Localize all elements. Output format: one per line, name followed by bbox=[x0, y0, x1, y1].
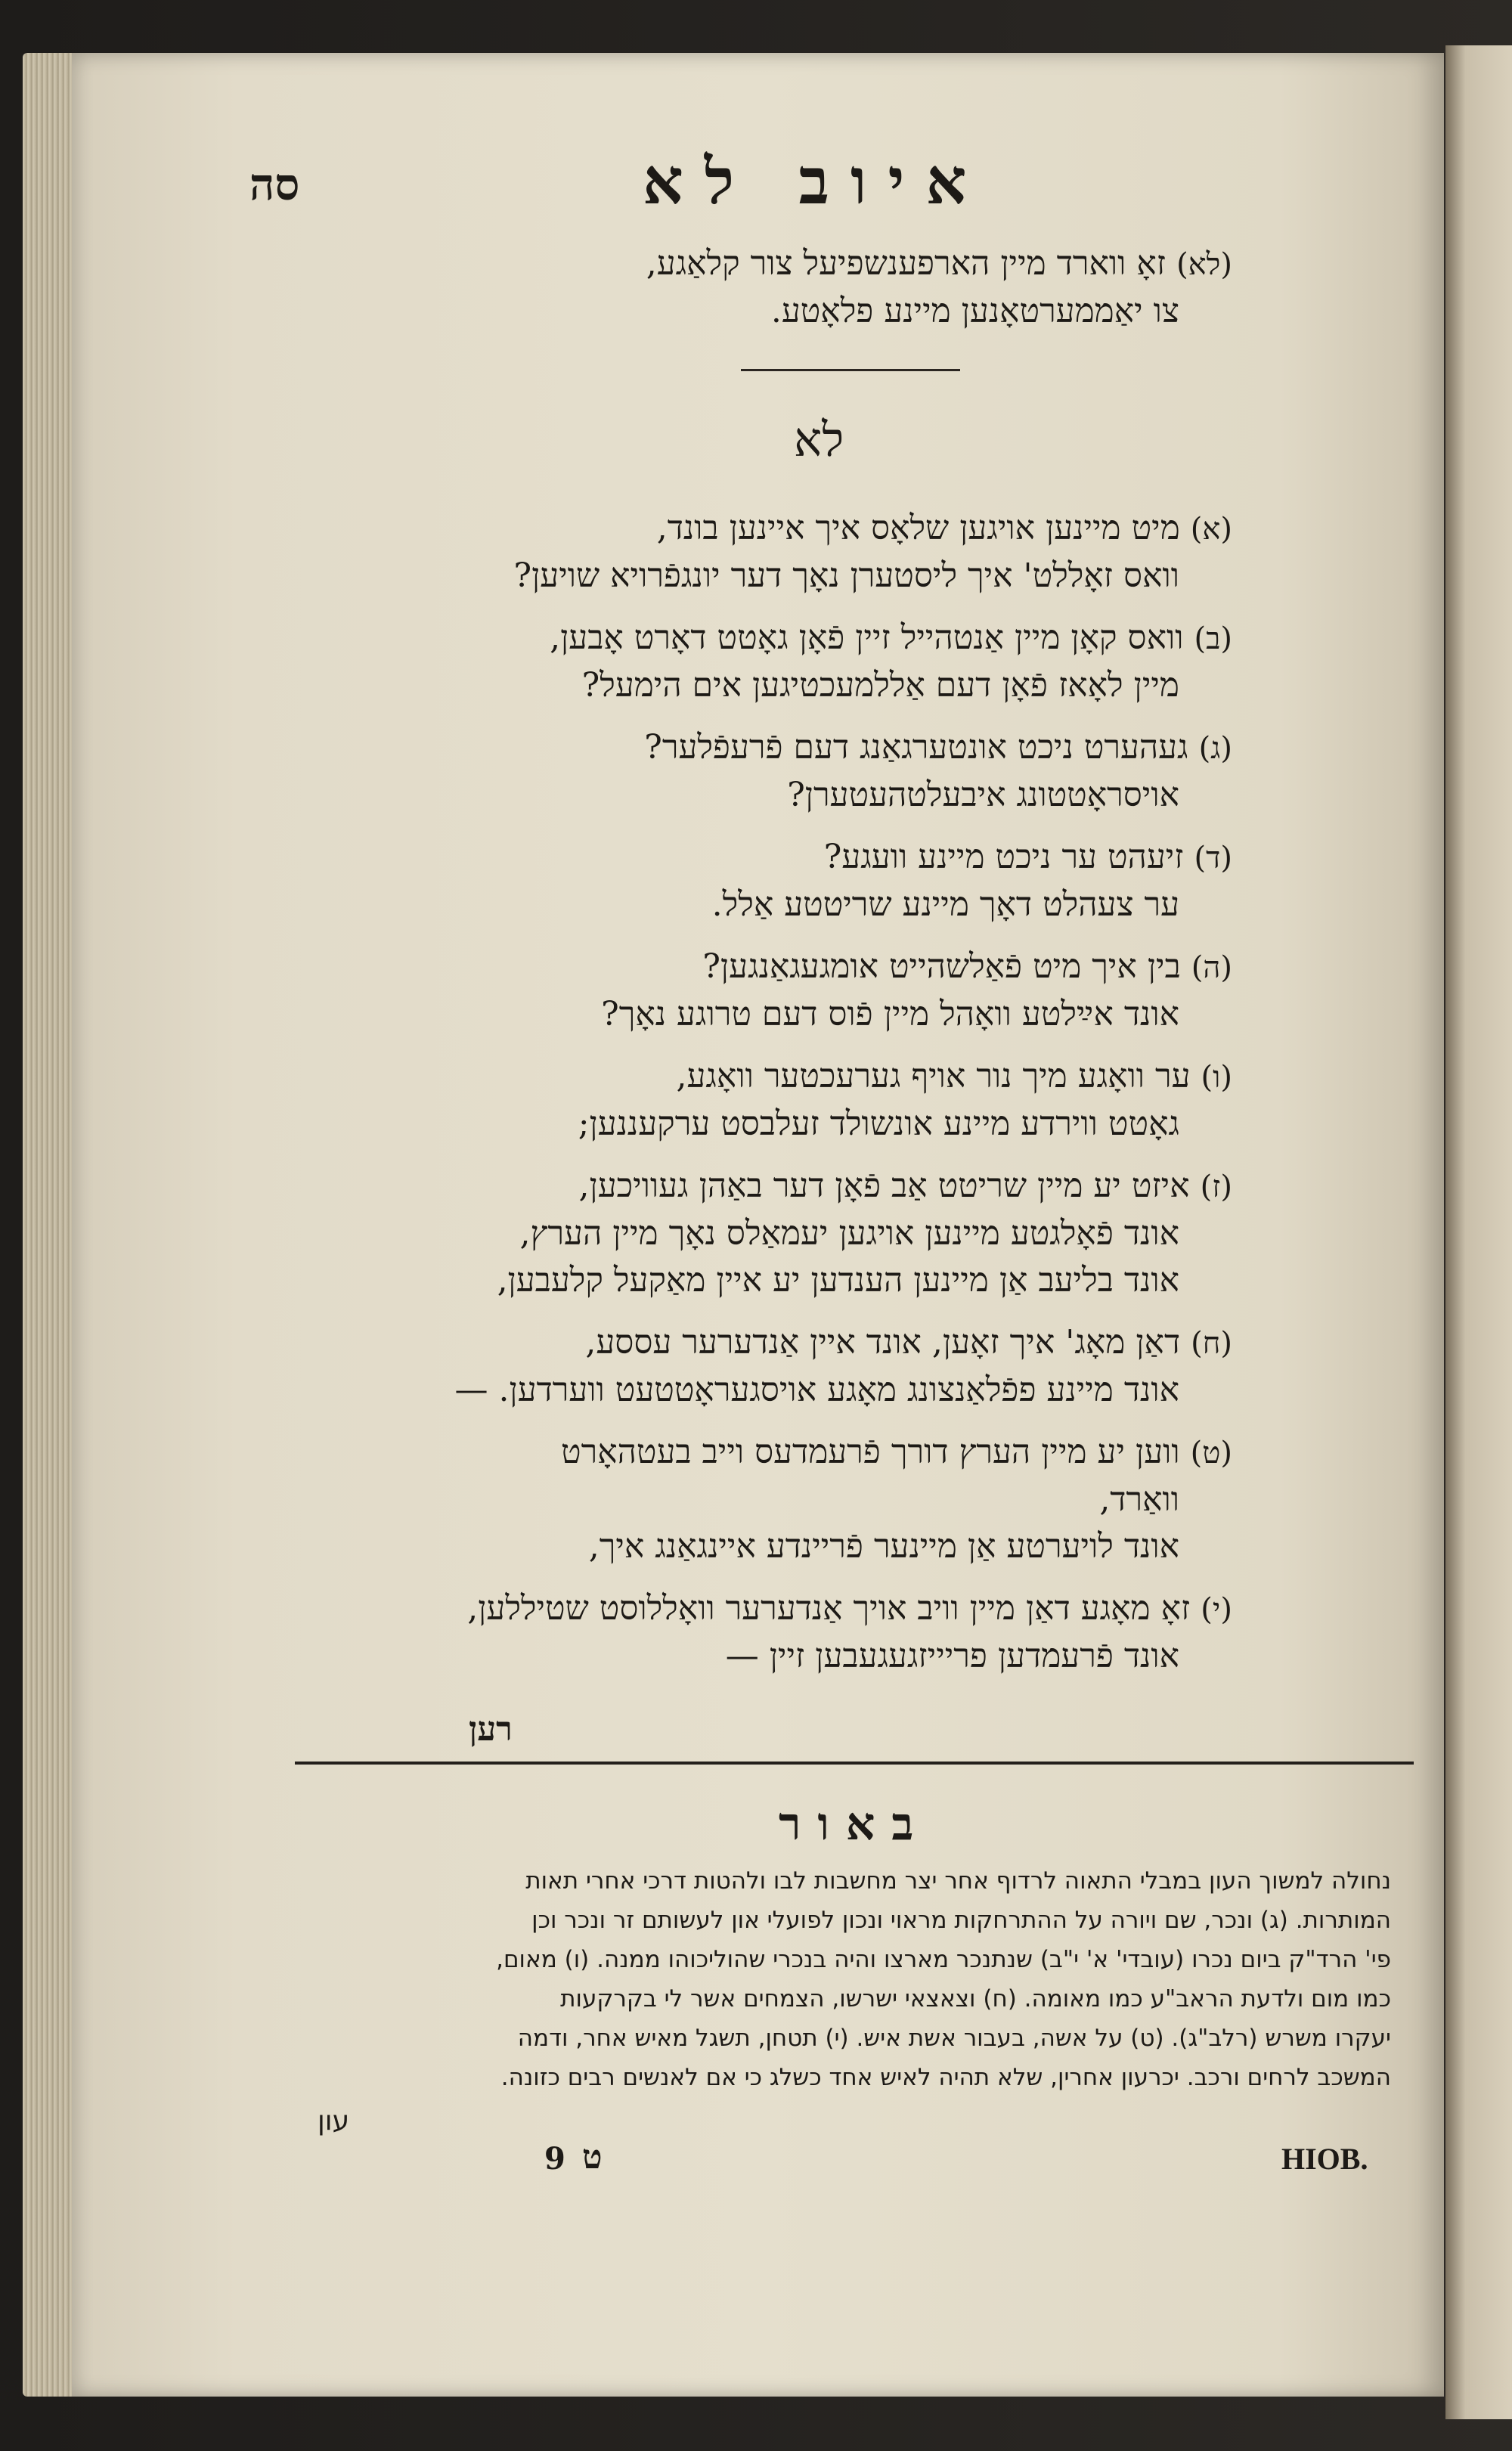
verse-line: געהערט ניכט אונטערגאַנג דעם פֿרעפֿלער? bbox=[644, 728, 1188, 767]
verse-line: זאָ מאָגע דאַן מיין וויב אויך אַנדערער וואָללוסט שטיללען, bbox=[467, 1589, 1191, 1628]
verse-line: אונד בליעב אַן מיינען הענדען יע איין מאַקעל קלעבען, bbox=[497, 1261, 1179, 1300]
verse-line: אונד פֿרעמדען פריייזגעגעבען זיין — bbox=[725, 1637, 1179, 1675]
verse bbox=[423, 505, 1232, 600]
verse bbox=[423, 615, 1232, 709]
running-head-title: איוב לא bbox=[643, 144, 988, 218]
verse-line: ער וואָגע מיך נור אויף גערעכטער וואָגע, bbox=[676, 1057, 1191, 1095]
signature-mark: ט bbox=[582, 2138, 603, 2177]
chapter-number: לא bbox=[794, 412, 844, 467]
verse-line: זאָ ווארד מיין הארפענשפיעל צור קלאַגע, bbox=[646, 244, 1167, 283]
verse bbox=[423, 724, 1232, 819]
book-name-footer: HIOB. bbox=[1281, 2142, 1368, 2176]
verse-label: (לא) bbox=[1176, 247, 1232, 282]
verse bbox=[423, 944, 1232, 1038]
signature-number: 9 bbox=[544, 2141, 565, 2177]
verse-line: דאַן מאָג' איך זאָען, אונד איין אַנדערער עססע, bbox=[585, 1323, 1181, 1362]
verse-line: אויסראָטטונג איבעלטהעטערן? bbox=[787, 776, 1179, 814]
verse-line: מיין לאָאז פֿאָן דעם אַללמעכטיגען אים הימעל? bbox=[581, 666, 1179, 705]
verse-list bbox=[423, 505, 1232, 1680]
verse-line: אונד אײַלטע וואָהל מיין פֿוס דעם טרוגע נאָך? bbox=[601, 995, 1179, 1033]
commentary-divider bbox=[295, 1762, 1414, 1765]
previous-chapter-end bbox=[484, 240, 1232, 335]
verse-label: (ח) bbox=[1191, 1326, 1232, 1361]
commentary-line: המשכב לרחים ורכב. יכרעון אחרין, שלא תהיה לאיש אחד כשלג כי אם לאנשים רבים כזונה. bbox=[500, 2064, 1391, 2091]
commentary-line: המותרות. (ג) ונכר, שם ויורה על ההתרחקות מראוי ונכון לפועלי און לעשותם זר ונכר וכן bbox=[531, 1907, 1391, 1934]
catchword: רען bbox=[469, 1710, 513, 1749]
verse-label: (ב) bbox=[1194, 621, 1232, 656]
verse-line: ער צעהלט דאָך מיינע שריטטע אַלל. bbox=[711, 885, 1179, 924]
verse bbox=[423, 1585, 1232, 1680]
commentary-line: יעקרו משרש (רלב"ג). (ט) על אשה, בעבור אשת איש. (י) תטחן, תשגל מאיש אחר, ודמה bbox=[517, 2025, 1391, 2052]
commentary-line: פי' הרד"ק ביום נכרו (עובדי' א' י"ב) שנתנכר מארצו והיה בנכרי שהוליכוהו ממנה. (ו) מאום, bbox=[496, 1946, 1391, 1973]
verse-line: אונד לויערטע אַן מיינער פֿריינדע איינגאַנג איך, bbox=[588, 1527, 1179, 1566]
verse-label: (ו) bbox=[1201, 1060, 1232, 1095]
page-number-hebrew: סה bbox=[249, 159, 300, 210]
verse-label: (ט) bbox=[1190, 1436, 1232, 1470]
verse-label: (א) bbox=[1190, 512, 1232, 547]
verse-label: (י) bbox=[1201, 1592, 1232, 1627]
verse-line: בין איך מיט פֿאַלשהייט אומגעגאַנגען? bbox=[702, 947, 1181, 986]
verse-line: אונד פֿאָלגטע מיינען אויגען יעמאַלס נאָך מיין הערץ, bbox=[519, 1214, 1179, 1253]
verse-label: (ד) bbox=[1194, 841, 1232, 875]
verse-line: וואַרד, bbox=[1099, 1480, 1179, 1519]
commentary-catchword: עון bbox=[318, 2106, 350, 2136]
verse bbox=[423, 1163, 1232, 1304]
verse-label: (ז) bbox=[1200, 1170, 1232, 1204]
commentary-line: נחולה למשוך העון במבלי התאוה לרדוף אחר יצר מחשבות לבו ולהטות דרכי אחרי תאות bbox=[525, 1867, 1391, 1895]
verse-line: זיעהט ער ניכט מיינע וועגע? bbox=[823, 838, 1184, 876]
verse-line: גאָטט ווירדע מיינע אונשולד זעלבסט ערקעננען; bbox=[578, 1105, 1179, 1143]
commentary-line: כמו מום ולדעת הראב"ע כמו מאומה. (ח) וצאצאי ישרשו, הצמחים אשר לי בקרקעות bbox=[560, 1985, 1391, 2013]
verse-line: ווען יע מיין הערץ דורך פֿרעמדעס וייב בעטהאָרט bbox=[561, 1433, 1180, 1471]
verse-label: (ג) bbox=[1198, 731, 1232, 766]
facing-page-edge bbox=[1445, 45, 1512, 2419]
verse bbox=[423, 834, 1232, 928]
verse-line: וואס זאָללט' איך ליסטערן נאָך דער יונגפֿרויא שויען? bbox=[513, 556, 1179, 595]
verse bbox=[423, 1429, 1232, 1570]
verse bbox=[423, 1319, 1232, 1414]
verse-label: (ה) bbox=[1191, 950, 1232, 985]
section-divider bbox=[741, 369, 960, 371]
verse-line: מיט מיינען אויגען שלאָס איך איינען בונד, bbox=[656, 509, 1180, 547]
verse-line: איזט יע מיין שריטט אַב פֿאָן דער באַהן געוויכען, bbox=[578, 1167, 1190, 1205]
verse bbox=[423, 1053, 1232, 1148]
verse-line: וואס קאָן מיין אַנטהייל זיין פֿאָן גאָטט דאָרט אָבען, bbox=[550, 618, 1184, 657]
commentary-title: באור bbox=[779, 1798, 931, 1851]
book-page-edges bbox=[23, 53, 76, 2397]
commentary-text bbox=[280, 1861, 1391, 2097]
verse-line: אונד מיינע פפֿלאַנצונג מאָגע אויסגעראָטטעט ווערדען. — bbox=[454, 1371, 1179, 1409]
verse-line: צו יאַממערטאָנען מיינע פלאָטע. bbox=[770, 292, 1179, 330]
